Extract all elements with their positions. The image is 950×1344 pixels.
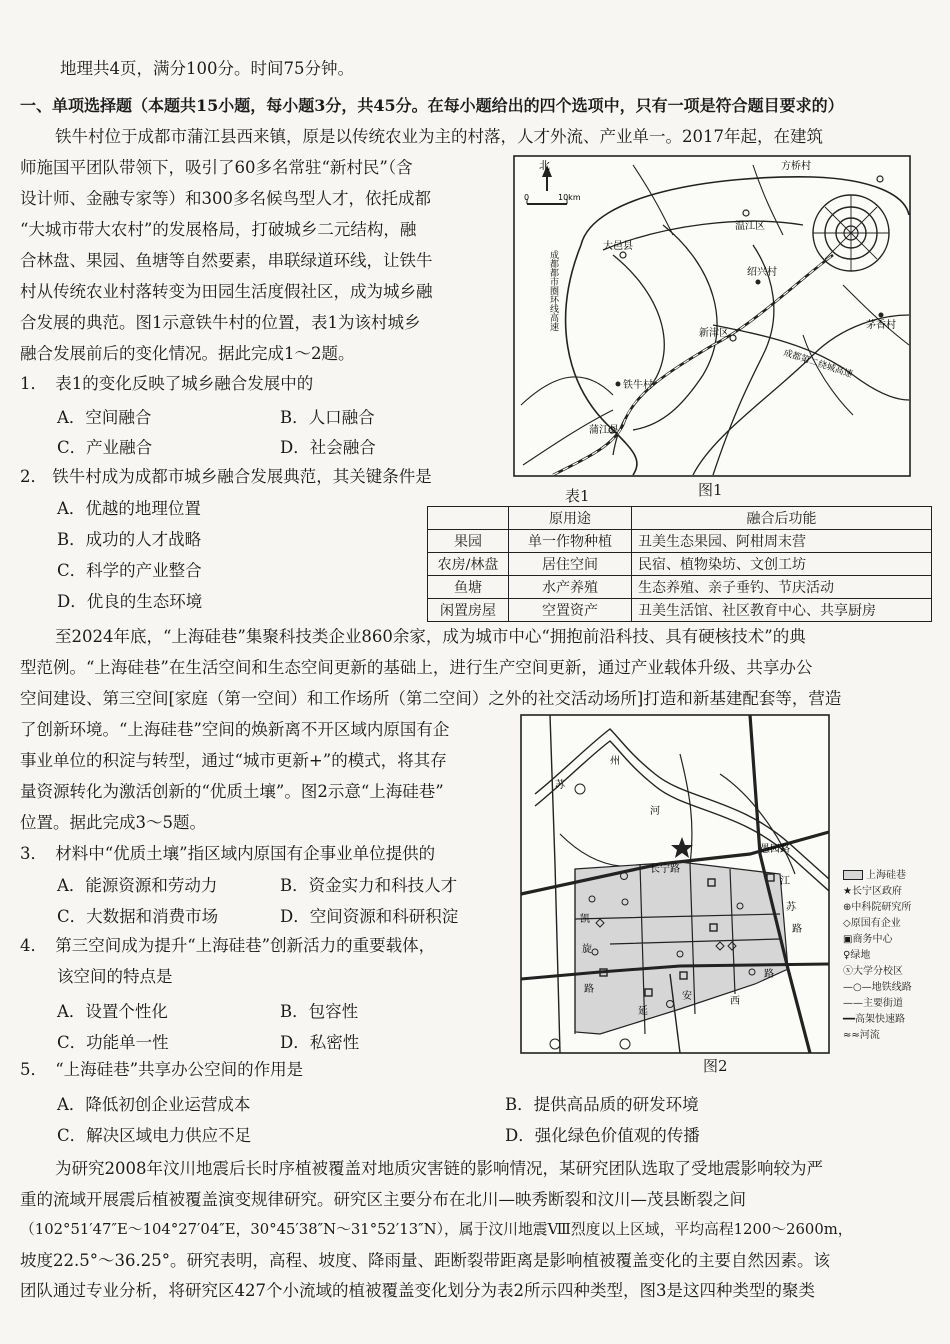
legend-item: ♀绿地 <box>843 950 871 961</box>
passage-line: 村从传统农业村落转变为田园生活度假社区，成为城乡融 <box>20 282 433 301</box>
passage-line: 位置。据此完成3～5题。 <box>20 813 206 832</box>
table-header-cell: 融合后功能 <box>632 507 932 530</box>
label-changning: 长宁路 <box>650 864 680 875</box>
q4-option-a[interactable]: A．设置个性化 <box>57 1002 168 1021</box>
question-3-stem: 3． 材料中“优质土壤”指区域内原国有企事业单位提供的 <box>20 844 436 863</box>
q1-option-a[interactable]: A．空间融合 <box>57 408 152 427</box>
q5-option-b[interactable]: B．提供高品质的研发环境 <box>505 1095 699 1114</box>
q3-option-d[interactable]: D．空间资源和科研积淀 <box>280 907 459 926</box>
table-row <box>428 576 932 599</box>
street-icon: —— <box>843 998 863 1009</box>
passage-line: 坡度22.5°～36.25°。研究表明，高程、坡度、降雨量、距断裂带距离是影响植被覆盖变化的主要自然因素。该 <box>20 1251 830 1270</box>
label-suzhou-2: 州 <box>610 756 620 767</box>
question-2-stem: 2． 铁牛村成为成都市城乡融合发展典范，其关键条件是 <box>20 467 432 486</box>
greenland-icon: ♀ <box>843 950 851 961</box>
section-title: 一、单项选择题（本题共15小题，每小题3分，共45分。在每小题给出的四个选项中，只有一项是符合题目要求的） <box>20 96 844 115</box>
place-shaoxing: 绍兴村 <box>747 267 777 278</box>
expressway-label-2: 成都第二绕城高速 <box>782 348 854 381</box>
q4-option-c[interactable]: C．功能单一性 <box>57 1033 169 1052</box>
figure-2-map <box>520 714 830 1054</box>
q4-option-d[interactable]: D．私密性 <box>280 1033 360 1052</box>
table-row <box>428 553 932 576</box>
legend-item: ≈≈河流 <box>843 1030 880 1041</box>
place-wenjiang: 温江区 <box>735 221 765 232</box>
passage-line: 型范例。“上海硅巷”在生活空间和生态空间更新的基础上，进行生产空间更新，通过产业载体升级、共享办公 <box>20 658 813 677</box>
label-jiangsu-3: 路 <box>792 924 802 935</box>
university-icon: ⓧ <box>843 966 853 977</box>
institute-icon: ⊕ <box>843 902 852 913</box>
legend-item: —○—地铁线路 <box>843 982 912 993</box>
table-cell: 民宿、植物染坊、文创工坊 <box>632 553 932 576</box>
legend-item: ——主要街道 <box>843 998 903 1009</box>
question-5-stem: 5． “上海硅巷”共享办公空间的作用是 <box>20 1060 304 1079</box>
passage-line: 铁牛村位于成都市蒲江县西来镇，原是以传统农业为主的村落，人才外流、产业单一。2017年起，在建筑 <box>55 127 823 146</box>
passage-line: 量资源转化为激活创新的“优质土壤”。图2示意“上海硅巷” <box>20 782 444 801</box>
legend-item: 上海硅巷 <box>843 868 943 884</box>
figure-2-legend <box>843 868 943 1048</box>
legend-item: ⓧ大学分校区 <box>843 966 903 977</box>
legend-item: ▣商务中心 <box>843 934 893 945</box>
passage-line: “大城市带大农村”的发展格局，打破城乡二元结构，融 <box>20 220 417 239</box>
business-icon: ▣ <box>843 934 853 945</box>
table-cell: 闲置房屋 <box>428 599 509 622</box>
table-cell: 居住空间 <box>509 553 632 576</box>
table-cell: 生态养殖、亲子垂钓、节庆活动 <box>632 576 932 599</box>
q5-option-d[interactable]: D．强化绿色价值观的传播 <box>505 1126 700 1145</box>
table-cell: 空置资产 <box>509 599 632 622</box>
scale-10km: 10km <box>558 193 581 202</box>
star-icon: ★ <box>843 886 852 897</box>
diamond-icon: ◇ <box>843 918 851 929</box>
q1-option-b[interactable]: B．人口融合 <box>280 408 375 427</box>
scale-zero: 0 <box>524 193 530 202</box>
figure-2-caption: 图2 <box>703 1057 728 1075</box>
passage-line: 合林盘、果园、鱼塘等自然要素，串联绿道环线，让铁牛 <box>20 251 433 270</box>
table-cell: 鱼塘 <box>428 576 509 599</box>
label-jiangsu-2: 苏 <box>786 902 796 913</box>
legend-item: ◇原国有企业 <box>843 918 901 929</box>
table-row <box>428 599 932 622</box>
q4-option-b[interactable]: B．包容性 <box>280 1002 359 1021</box>
label-suzhou-1: 苏 <box>555 780 565 791</box>
figure-1-map <box>513 155 911 477</box>
table-cell: 单一作物种植 <box>509 530 632 553</box>
q5-option-a[interactable]: A．降低初创企业运营成本 <box>57 1095 251 1114</box>
table-row <box>428 530 932 553</box>
passage-line: 了创新环境。“上海硅巷”空间的焕新离不开区域内原国有企 <box>20 720 450 739</box>
label-kaixuan-1: 凯 <box>580 914 590 925</box>
table-cell: 果园 <box>428 530 509 553</box>
place-tieniu: 铁牛村 <box>623 380 653 391</box>
label-yanan-3: 西 <box>730 996 740 1007</box>
q3-option-b[interactable]: B．资金实力和科技人才 <box>280 876 458 895</box>
table-header-cell: 原用途 <box>509 507 632 530</box>
label-yanan-1: 延 <box>638 1006 648 1017</box>
table-cell: 农房/林盘 <box>428 553 509 576</box>
legend-item: ━━高架快速路 <box>843 1014 906 1025</box>
q2-option-d[interactable]: D．优良的生态环境 <box>57 592 203 611</box>
table-header-row <box>428 507 932 530</box>
expressway-label-1: 成都都市圈环线高速 <box>548 250 558 331</box>
passage-line: （102°51′47″E～104°27′04″E，30°45′38″N～31°52′13″N），属于汶川地震Ⅷ烈度以上区域，平均高程1200～2600m， <box>20 1221 853 1238</box>
passage-line: 事业单位的积淀与转型，通过“城市更新+”的模式，将其存 <box>20 751 447 770</box>
figure-1-caption: 图1 <box>698 481 723 499</box>
label-suzhou-3: 河 <box>650 806 660 817</box>
metro-icon: —○— <box>843 982 872 993</box>
question-4-stem: 4． 第三空间成为提升“上海硅巷”创新活力的重要载体， <box>20 936 436 955</box>
table-cell: 水产养殖 <box>509 576 632 599</box>
place-fangqiao: 方桥村 <box>781 161 811 172</box>
passage-line: 空间建设、第三空间[家庭（第一空间）和工作场所（第二空间）之外的社交活动场所]打造和新基建配套等，营造 <box>20 689 842 708</box>
table-cell: 丑美生态果园、阿柑周末营 <box>632 530 932 553</box>
passage-line: 设计师、金融专家等）和300多名候鸟型人才，依托成都 <box>20 189 431 208</box>
exam-header: 地理共4页，满分100分。时间75分钟。 <box>60 59 354 78</box>
label-kaixuan-3: 路 <box>584 984 594 995</box>
q5-option-c[interactable]: C．解决区域电力供应不足 <box>57 1126 252 1145</box>
table-header-cell <box>428 507 509 530</box>
label-yanan-2: 安 <box>682 991 692 1002</box>
place-pujiang: 蒲江县 <box>589 425 619 436</box>
label-jiangsu-1: 江 <box>780 876 790 887</box>
label-yuyuan: 愚园路 <box>760 844 790 855</box>
legend-item: ⊕中科院研究所 <box>843 902 912 913</box>
passage-line: 师施国平团队带领下，吸引了60多名常驻“新村民”（含 <box>20 158 413 177</box>
label-kaixuan-2: 旋 <box>582 944 592 955</box>
passage-line: 合发展的典范。图1示意铁牛村的位置，表1为该村城乡 <box>20 313 421 332</box>
place-xinjin: 新津区 <box>699 328 729 339</box>
q2-option-b[interactable]: B．成功的人才战略 <box>57 530 202 549</box>
question-1-stem: 1． 表1的变化反映了城乡融合发展中的 <box>20 374 314 393</box>
north-label: 北 <box>539 159 550 172</box>
passage-line: 团队通过专业分析，将研究区427个小流域的植被覆盖变化划分为表2所示四种类型，图3是这四种类型的聚类 <box>20 1281 815 1300</box>
q3-option-a[interactable]: A．能源资源和劳动力 <box>57 876 218 895</box>
q2-option-c[interactable]: C．科学的产业整合 <box>57 561 202 580</box>
passage-line: 至2024年底，“上海硅巷”集聚科技类企业860余家，成为城市中心“拥抱前沿科技、具有硬核技术”的典 <box>55 627 806 646</box>
passage-line: 重的流域开展震后植被覆盖演变规律研究。研究区主要分布在北川—映秀断裂和汶川—茂县断裂之间 <box>20 1190 746 1209</box>
passage-line: 融合发展前后的变化情况。据此完成1～2题。 <box>20 344 355 363</box>
place-maocun: 茅香村 <box>866 320 896 331</box>
table-cell: 丑美生活馆、社区教育中心、共享厨房 <box>632 599 932 622</box>
q2-option-a[interactable]: A．优越的地理位置 <box>57 499 201 518</box>
passage-line: 为研究2008年汶川地震后长时序植被覆盖对地质灾害链的影响情况，某研究团队选取了受地震影响较为严 <box>55 1159 823 1178</box>
table-1 <box>427 506 932 622</box>
q1-option-d[interactable]: D．社会融合 <box>280 438 376 457</box>
expressway-icon: ━━ <box>843 1014 856 1025</box>
q3-option-c[interactable]: C．大数据和消费市场 <box>57 907 219 926</box>
table-1-caption: 表1 <box>565 487 590 505</box>
question-4-stem-2: 该空间的特点是 <box>57 967 173 986</box>
river-icon: ≈≈ <box>843 1030 860 1041</box>
q1-option-c[interactable]: C．产业融合 <box>57 438 153 457</box>
place-dayi: 大邑县 <box>603 241 633 252</box>
label-yanan-4: 路 <box>764 969 774 980</box>
legend-item: ★长宁区政府 <box>843 886 902 897</box>
